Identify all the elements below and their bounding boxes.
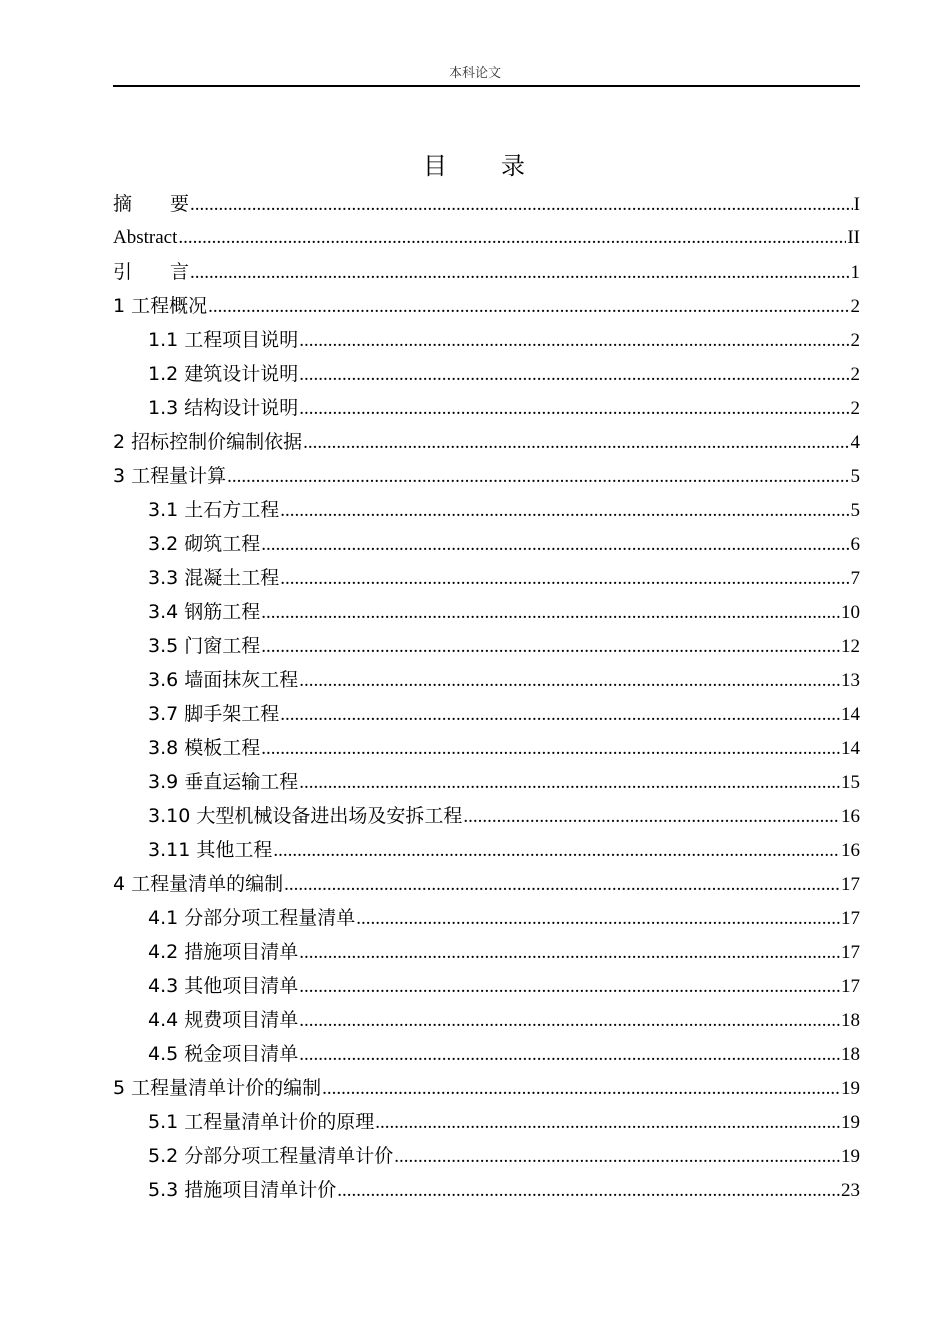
toc-dot-leader <box>303 426 849 460</box>
toc-entry[interactable] <box>113 935 860 969</box>
toc-entry-page: 17 <box>841 976 860 997</box>
toc-entry[interactable] <box>113 425 860 459</box>
toc-dot-leader <box>299 766 840 800</box>
header-rule <box>113 85 860 87</box>
toc-entry-label: 3.11 其他工程 <box>148 839 273 861</box>
toc-entry[interactable] <box>113 1037 860 1071</box>
toc-entry[interactable] <box>113 561 860 595</box>
toc-entry-label: 3.5 门窗工程 <box>148 635 261 657</box>
table-of-contents <box>113 187 860 1207</box>
toc-entry[interactable] <box>113 833 860 867</box>
toc-entry[interactable] <box>113 527 860 561</box>
toc-entry-label: 4.1 分部分项工程量清单 <box>148 907 356 929</box>
toc-entry-label: 5.3 措施项目清单计价 <box>148 1179 337 1201</box>
toc-dot-leader <box>208 290 849 324</box>
toc-dot-leader <box>356 902 840 936</box>
toc-entry-page: 2 <box>850 330 860 351</box>
toc-entry-label: 3.3 混凝土工程 <box>148 567 280 589</box>
toc-entry-label: 4.3 其他项目清单 <box>148 975 299 997</box>
toc-entry-page: 17 <box>841 942 860 963</box>
running-header: 本科论文 <box>448 66 501 81</box>
toc-entry-page: 19 <box>841 1078 860 1099</box>
toc-entry-label: 3.10 大型机械设备进出场及安拆工程 <box>148 805 463 827</box>
toc-entry-label: 3.4 钢筋工程 <box>148 601 261 623</box>
toc-dot-leader <box>273 834 840 868</box>
toc-entry-page: 17 <box>841 874 860 895</box>
toc-entry-page: 2 <box>850 398 860 419</box>
toc-dot-leader <box>261 630 840 664</box>
toc-entry-label: Abstract <box>113 227 178 248</box>
toc-entry-label: 4.5 税金项目清单 <box>148 1043 299 1065</box>
toc-entry-page: 14 <box>841 704 860 725</box>
toc-entry-label: 4 工程量清单的编制 <box>113 873 284 895</box>
toc-entry[interactable] <box>113 901 860 935</box>
toc-entry-page: 17 <box>841 908 860 929</box>
toc-dot-leader <box>178 221 846 255</box>
toc-dot-leader <box>299 1004 840 1038</box>
toc-title: 目 录 <box>423 152 527 180</box>
toc-entry-label: 3.7 脚手架工程 <box>148 703 280 725</box>
toc-entry-page: 16 <box>841 806 860 827</box>
toc-entry-page: 2 <box>850 364 860 385</box>
toc-entry-page: 16 <box>841 840 860 861</box>
toc-entry[interactable] <box>113 1105 860 1139</box>
toc-entry-label: 3 工程量计算 <box>113 465 227 487</box>
toc-dot-leader <box>299 1038 840 1072</box>
toc-entry[interactable] <box>113 765 860 799</box>
toc-entry[interactable] <box>113 731 860 765</box>
toc-entry[interactable] <box>113 595 860 629</box>
toc-entry-label: 3.9 垂直运输工程 <box>148 771 299 793</box>
toc-entry[interactable] <box>113 357 860 391</box>
toc-entry-page: 7 <box>850 568 860 589</box>
toc-dot-leader <box>227 460 849 494</box>
toc-entry-label: 摘 要 <box>113 193 190 215</box>
toc-entry[interactable] <box>113 1071 860 1105</box>
toc-dot-leader <box>463 800 840 834</box>
toc-entry-label: 3.8 模板工程 <box>148 737 261 759</box>
toc-entry-label: 4.4 规费项目清单 <box>148 1009 299 1031</box>
toc-entry[interactable] <box>113 391 860 425</box>
toc-entry-label: 2 招标控制价编制依据 <box>113 431 303 453</box>
toc-entry-label: 1.2 建筑设计说明 <box>148 363 299 385</box>
toc-entry[interactable] <box>113 799 860 833</box>
toc-entry[interactable] <box>113 221 860 255</box>
toc-entry[interactable] <box>113 187 860 221</box>
toc-entry[interactable] <box>113 255 860 289</box>
toc-dot-leader <box>394 1140 840 1174</box>
toc-entry-page: 12 <box>841 636 860 657</box>
toc-entry-label: 1.3 结构设计说明 <box>148 397 299 419</box>
toc-entry[interactable] <box>113 1003 860 1037</box>
toc-entry-label: 5.1 工程量清单计价的原理 <box>148 1111 375 1133</box>
toc-dot-leader <box>261 596 840 630</box>
toc-entry-label: 5.2 分部分项工程量清单计价 <box>148 1145 394 1167</box>
toc-entry-label: 3.6 墙面抹灰工程 <box>148 669 299 691</box>
toc-entry-page: 5 <box>850 500 860 521</box>
toc-entry-label: 5 工程量清单计价的编制 <box>113 1077 322 1099</box>
toc-dot-leader <box>190 256 849 290</box>
toc-dot-leader <box>261 732 840 766</box>
toc-entry[interactable] <box>113 697 860 731</box>
toc-entry[interactable] <box>113 663 860 697</box>
toc-entry-page: 6 <box>850 534 860 555</box>
toc-entry[interactable] <box>113 1139 860 1173</box>
toc-entry[interactable] <box>113 1173 860 1207</box>
toc-dot-leader <box>299 392 849 426</box>
toc-dot-leader <box>337 1174 840 1208</box>
toc-entry-page: 18 <box>841 1010 860 1031</box>
toc-entry-page: 5 <box>850 466 860 487</box>
toc-entry-page: 13 <box>841 670 860 691</box>
toc-entry-page: 19 <box>841 1112 860 1133</box>
toc-entry-page: 15 <box>841 772 860 793</box>
toc-dot-leader <box>190 188 853 222</box>
toc-entry-page: II <box>847 227 860 248</box>
toc-entry-page: 4 <box>850 432 860 453</box>
toc-entry-label: 3.1 土石方工程 <box>148 499 280 521</box>
toc-dot-leader <box>280 494 849 528</box>
toc-entry-page: 14 <box>841 738 860 759</box>
toc-dot-leader <box>322 1072 840 1106</box>
toc-entry-page: I <box>853 194 860 215</box>
toc-entry[interactable] <box>113 629 860 663</box>
toc-entry-label: 4.2 措施项目清单 <box>148 941 299 963</box>
toc-dot-leader <box>280 562 849 596</box>
toc-dot-leader <box>299 936 840 970</box>
toc-dot-leader <box>280 698 840 732</box>
toc-entry-label: 引 言 <box>113 261 190 283</box>
toc-dot-leader <box>261 528 849 562</box>
toc-entry-label: 1.1 工程项目说明 <box>148 329 299 351</box>
toc-dot-leader <box>284 868 840 902</box>
toc-entry-page: 23 <box>841 1180 860 1201</box>
toc-entry[interactable] <box>113 289 860 323</box>
toc-entry-page: 1 <box>850 262 860 283</box>
toc-dot-leader <box>299 664 840 698</box>
toc-dot-leader <box>375 1106 840 1140</box>
toc-entry[interactable] <box>113 493 860 527</box>
toc-dot-leader <box>299 324 849 358</box>
toc-entry[interactable] <box>113 867 860 901</box>
toc-entry-label: 3.2 砌筑工程 <box>148 533 261 555</box>
toc-entry-page: 19 <box>841 1146 860 1167</box>
toc-entry-label: 1 工程概况 <box>113 295 208 317</box>
toc-entry-page: 10 <box>841 602 860 623</box>
toc-entry-page: 18 <box>841 1044 860 1065</box>
toc-dot-leader <box>299 358 849 392</box>
toc-entry[interactable] <box>113 459 860 493</box>
toc-entry[interactable] <box>113 323 860 357</box>
toc-dot-leader <box>299 970 840 1004</box>
toc-entry-page: 2 <box>850 296 860 317</box>
toc-entry[interactable] <box>113 969 860 1003</box>
